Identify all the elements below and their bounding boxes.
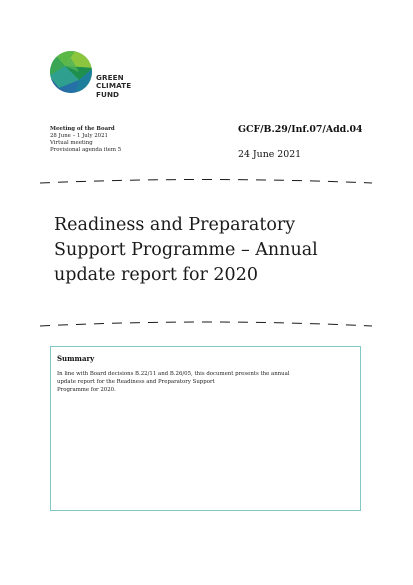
meeting-dates: 28 June – 1 July 2021 <box>50 133 108 139</box>
document-reference: GCF/B.29/Inf.07/Add.04 <box>238 124 363 135</box>
top-divider <box>38 174 374 188</box>
summary-line-2: update report for the Readiness and Preparatory Support <box>57 379 215 386</box>
meeting-title: Meeting of the Board <box>50 126 115 132</box>
summary-line-1: In line with Board decisions B.22/11 and B.26/05, this document presents the annual <box>57 371 290 377</box>
title-line-3: update report for 2020 <box>54 265 258 285</box>
document-date: 24 June 2021 <box>238 149 302 160</box>
gcf-logo <box>49 48 159 108</box>
meeting-mode: Virtual meeting <box>50 140 93 146</box>
meeting-agenda: Provisional agenda item 5 <box>50 147 122 153</box>
summary-heading: Summary <box>57 354 95 363</box>
summary-text <box>57 370 307 395</box>
summary-box <box>50 346 361 511</box>
bottom-divider <box>38 316 374 330</box>
logo-line-fund: FUND <box>96 89 120 99</box>
meeting-info <box>50 126 121 154</box>
logo-line-climate: CLIMATE <box>96 81 132 91</box>
logo-line-green: GREEN <box>96 73 124 82</box>
document-title <box>54 213 354 288</box>
title-line-1: Readiness and Preparatory <box>54 215 296 235</box>
globe-icon <box>49 48 93 96</box>
logo-wordmark <box>96 74 131 99</box>
title-line-2: Support Programme – Annual <box>54 240 318 260</box>
summary-line-3: Programme for 2020. <box>57 387 116 394</box>
